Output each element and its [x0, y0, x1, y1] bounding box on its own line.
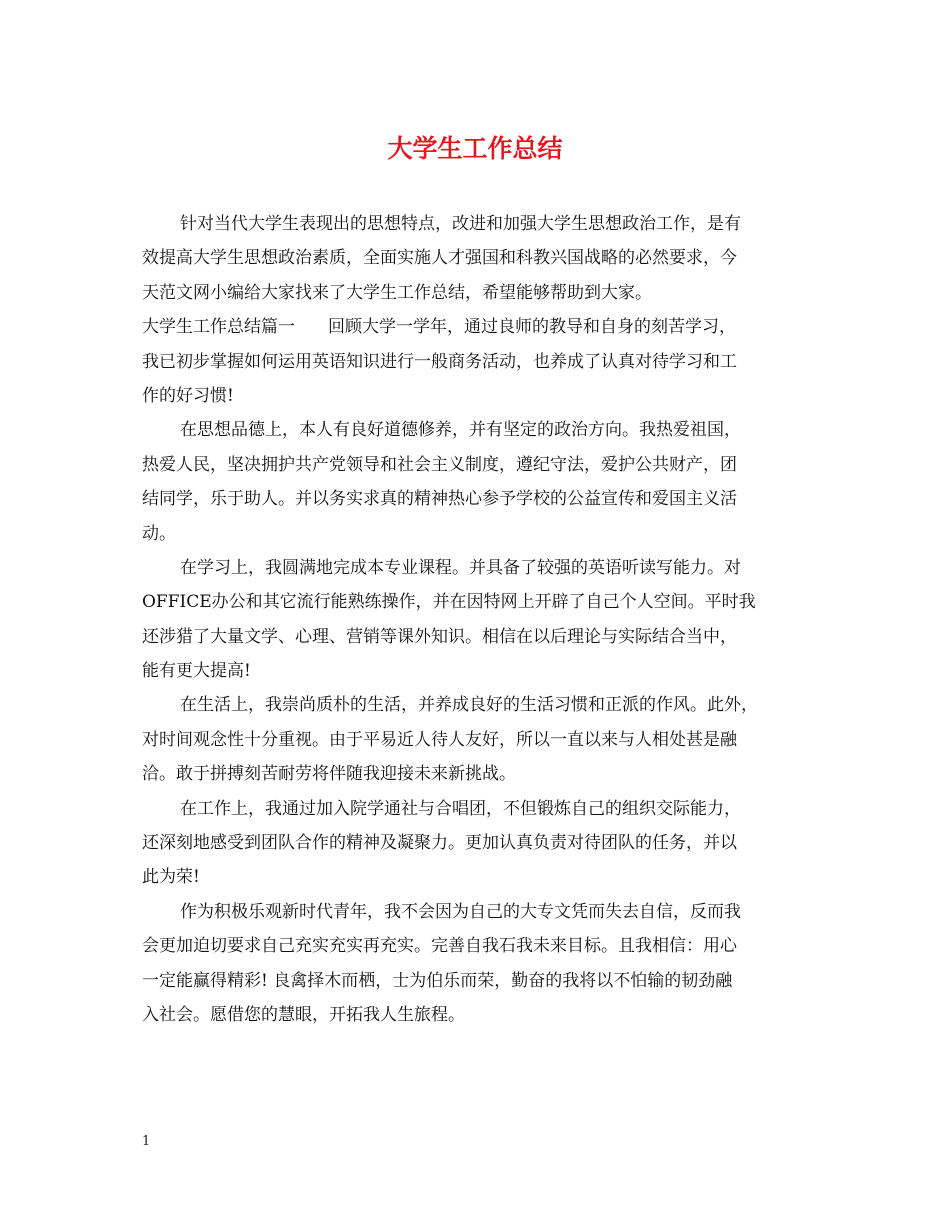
text-line: OFFICE办公和其它流行能熟练操作，并在因特网上开辟了自己个人空间。平时我 — [142, 592, 756, 613]
text-line: 在生活上，我崇尚质朴的生活，并养成良好的生活习惯和正派的作风。此外， — [180, 695, 758, 716]
text-line: 在工作上，我通过加入院学通社与合唱团，不但锻炼自己的组织交际能力， — [180, 798, 741, 819]
text-line: 针对当代大学生表现出的思想特点，改进和加强大学生思想政治工作，是有 — [180, 214, 741, 234]
text-line: 洽。敢于拼搏刻苦耐劳将伴随我迎接未来新挑战。 — [142, 764, 516, 785]
section-first-sentence: 回顾大学一学年，通过良师的教导和自身的刻苦学习， — [328, 317, 736, 338]
text-line: 此为荣! — [142, 867, 200, 888]
text-line: 入社会。愿借您的慧眼，开拓我人生旅程。 — [142, 1004, 465, 1025]
text-line: 我已初步掌握如何运用英语知识进行一般商务活动，也养成了认真对待学习和工 — [142, 351, 737, 372]
text-line: 热爱人民，坚决拥护共产党领导和社会主义制度，遵纪守法，爱护公共财产，团 — [142, 454, 737, 475]
text-line: 在思想品德上，本人有良好道德修养，并有坚定的政治方向。我热爱祖国， — [180, 420, 741, 441]
document-title: 大学生工作总结 — [387, 134, 563, 163]
text-line: 结同学，乐于助人。并以务实求真的精神热心参予学校的公益宣传和爱国主义活 — [142, 489, 737, 510]
text-line: 能有更大提高! — [142, 661, 251, 682]
text-line: 动。 — [142, 523, 176, 544]
text-line: 作为积极乐观新时代青年，我不会因为自己的大专文凭而失去自信，反而我 — [180, 901, 741, 922]
text-line: 还深刻地感受到团队合作的精神及凝聚力。更加认真负责对待团队的任务，并以 — [142, 833, 737, 854]
text-line — [142, 310, 802, 344]
text-line: 天范文网小编给大家找来了大学生工作总结，希望能够帮助到大家。 — [142, 282, 652, 303]
text-line: 一定能赢得精彩! 良禽择木而栖，士为伯乐而荣，勤奋的我将以不怕输的韧劲融 — [142, 970, 733, 991]
page-number: 1 — [142, 1134, 151, 1149]
text-line: 作的好习惯! — [142, 385, 234, 406]
text-line: 效提高大学生思想政治素质，全面实施人才强国和科教兴国战略的必然要求，今 — [142, 248, 737, 269]
text-line: 在学习上，我圆满地完成本专业课程。并具备了较强的英语听读写能力。对 — [180, 557, 741, 578]
text-line: 还涉猎了大量文学、心理、营销等课外知识。相信在以后理论与实际结合当中， — [142, 626, 737, 647]
section-heading: 大学生工作总结篇一 — [142, 317, 295, 338]
document-body — [142, 207, 802, 1032]
text-line: 对时间观念性十分重视。由于平易近人待人友好，所以一直以来与人相处甚是融 — [142, 729, 737, 750]
text-line: 会更加迫切要求自己充实充实再充实。完善自我石我未来目标。且我相信：用心 — [142, 936, 737, 957]
